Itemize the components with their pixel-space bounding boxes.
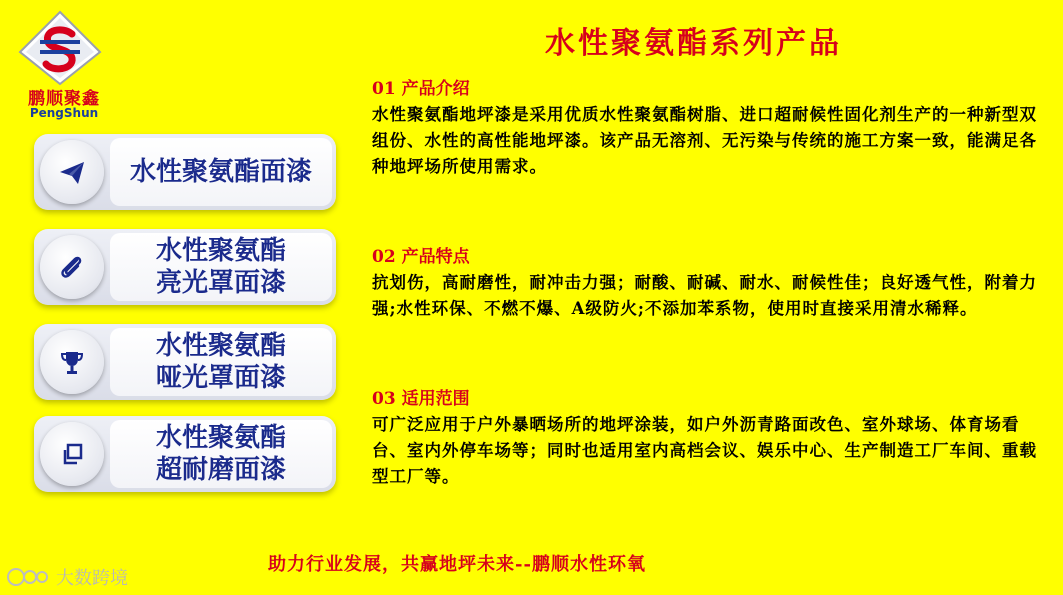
logo-emblem-icon [18,10,102,86]
menu-icon-circle [40,422,104,486]
watermark-text: 大数跨境 [56,568,128,589]
menu-icon-circle [40,330,104,394]
section-heading: 01 产品介绍 [372,79,470,99]
menu-label-line: 亮光罩面漆 [155,268,286,298]
menu-label-box [110,138,332,206]
paperclip-icon [57,252,87,282]
section-intro [372,76,1038,180]
section-heading: 02 产品特点 [372,247,470,267]
menu-icon-circle [40,140,104,204]
watermark-logo-icon [6,566,50,588]
section-body: 抗划伤，高耐磨性，耐冲击力强；耐酸、耐碱、耐水、耐候性佳；良好透气性，附着力强;水性环保、不燃不爆、A级防火;不添加苯系物，使用时直接采用清水稀释。 [372,273,1037,318]
menu-label-line: 哑光罩面漆 [155,363,286,393]
page-title: 水性聚氨酯系列产品 [545,26,842,61]
menu-label-line: 水性聚氨酯 [155,423,286,453]
copy-icon [57,439,87,469]
footer-slogan: 助力行业发展，共赢地坪未来--鹏顺水性环氧 [268,554,646,575]
section-heading: 03 适用范围 [372,389,470,409]
menu-label-line: 水性聚氨酯 [155,236,286,266]
watermark [6,564,128,590]
menu-card-abrasion-topcoat[interactable] [34,416,336,492]
menu-label-line: 水性聚氨酯面漆 [129,157,312,187]
brand-name-cn: 鹏顺聚鑫 [28,89,100,109]
brand-name-en: PengShun [29,106,99,120]
menu-label-line: 水性聚氨酯 [155,331,286,361]
menu-label-box [110,328,332,396]
section-body: 可广泛应用于户外暴晒场所的地坪涂装，如户外沥青路面改色、室外球场、体育场看台、室内外停车场等；同时也适用室内高档会议、娱乐中心、生产制造工厂车间、重载型工厂等。 [372,415,1037,486]
menu-label-box [110,233,332,301]
paper-plane-icon [57,157,87,187]
section-features [372,244,1038,322]
menu-label-box [110,420,332,488]
section-applications [372,386,1038,490]
menu-card-gloss-clearcoat[interactable] [34,229,336,305]
menu-icon-circle [40,235,104,299]
section-body: 水性聚氨酯地坪漆是采用优质水性聚氨酯树脂、进口超耐候性固化剂生产的一种新型双组份、水性的高性能地坪漆。该产品无溶剂、无污染与传统的施工方案一致，能满足各种地坪场所使用需求。 [372,105,1037,176]
menu-card-matte-clearcoat[interactable] [34,324,336,400]
brand-logo [14,10,106,122]
menu-label-line: 超耐磨面漆 [155,455,286,485]
trophy-icon [57,347,87,377]
menu-card-glossy-topcoat[interactable] [34,134,336,210]
